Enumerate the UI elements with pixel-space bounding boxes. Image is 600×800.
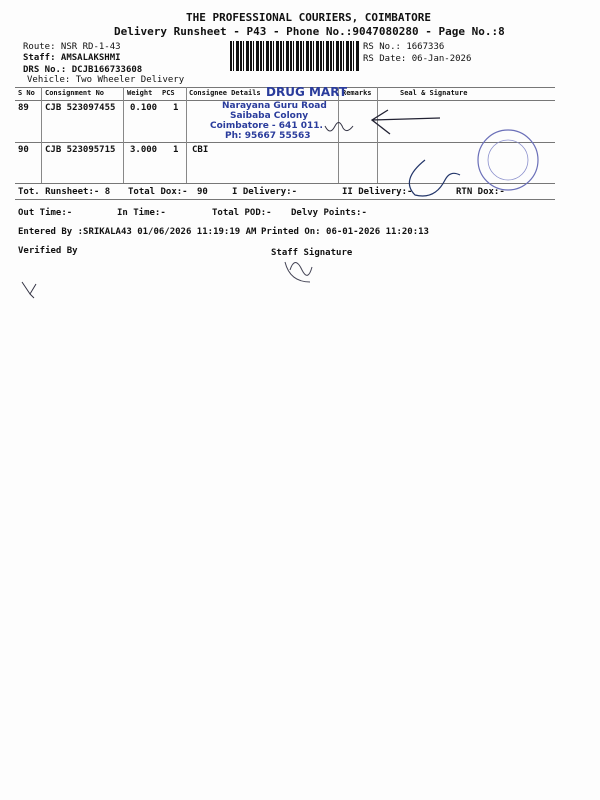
- total-dox: Total Dox:-: [128, 187, 188, 197]
- signature-mark: [409, 160, 460, 196]
- rtn-dox: RTN Dox:-: [456, 187, 505, 197]
- consignment-no: CJB 523095715: [45, 145, 116, 155]
- col-sno: S No: [18, 89, 35, 97]
- signature-mark: [325, 122, 353, 131]
- company-title: THE PROFESSIONAL COURIERS, COIMBATORE: [186, 11, 432, 24]
- stamp-name: DRUG MART: [266, 85, 348, 99]
- col-consignee: Consignee Details: [189, 89, 261, 97]
- in-time: In Time:-: [117, 208, 166, 218]
- drs-number: DRS No.: DCJB166733608: [23, 65, 143, 75]
- col-consignment: Consignment No: [45, 89, 105, 97]
- bank-seal-inner-ring: [488, 140, 528, 180]
- col-pcs: PCS: [162, 89, 175, 97]
- tot-runsheet: Tot. Runsheet:- 8: [18, 187, 111, 197]
- verifier-signature-mark: [22, 282, 36, 298]
- col-remarks: Remarks: [342, 89, 372, 97]
- bank-seal-icon: [478, 130, 538, 190]
- weight: 0.100: [130, 103, 158, 113]
- stamp-line: Ph: 95667 55563: [225, 131, 311, 141]
- rs-date: RS Date: 06-Jan-2026: [363, 54, 472, 64]
- pcs: 1: [173, 103, 179, 113]
- consignment-no: CJB 523097455: [45, 103, 116, 113]
- stamp-line: Saibaba Colony: [230, 111, 309, 121]
- staff-signature-label: Staff Signature: [271, 248, 353, 258]
- total-pod: Total POD:-: [212, 208, 272, 218]
- pcs: 1: [173, 145, 179, 155]
- vehicle: Vehicle: Two Wheeler Delivery: [27, 75, 185, 85]
- verified-by: Verified By: [18, 246, 78, 256]
- entered-by: Entered By :SRIKALA43 01/06/2026 11:19:19 AM: [18, 227, 257, 237]
- sno: 90: [18, 145, 29, 155]
- out-time: Out Time:-: [18, 208, 73, 218]
- delivery-points: Delvy Points:-: [291, 208, 367, 218]
- weight: 3.000: [130, 145, 158, 155]
- rs-number: RS No.: 1667336: [363, 42, 445, 52]
- consignee: CBI: [192, 145, 209, 155]
- staff-signature-mark: [285, 262, 312, 282]
- col-seal: Seal & Signature: [400, 89, 468, 97]
- route: Route: NSR RD-1-43: [23, 42, 121, 52]
- sno: 89: [18, 103, 29, 113]
- stamp-line: Coimbatore - 641 011.: [210, 121, 323, 131]
- printed-on: Printed On: 06-01-2026 11:20:13: [261, 227, 429, 237]
- total-dox-value: 90: [197, 187, 208, 197]
- arrow-mark: [372, 110, 440, 134]
- stamp-line: Narayana Guru Road: [222, 101, 327, 111]
- staff: Staff: AMSALAKSHMI: [23, 53, 121, 63]
- i-delivery: I Delivery:-: [232, 187, 298, 197]
- ii-delivery: II Delivery:-: [342, 187, 413, 197]
- col-weight: Weight: [127, 89, 153, 97]
- runsheet-subtitle: Delivery Runsheet - P43 - Phone No.:9047080280 - Page No.:8: [114, 25, 505, 38]
